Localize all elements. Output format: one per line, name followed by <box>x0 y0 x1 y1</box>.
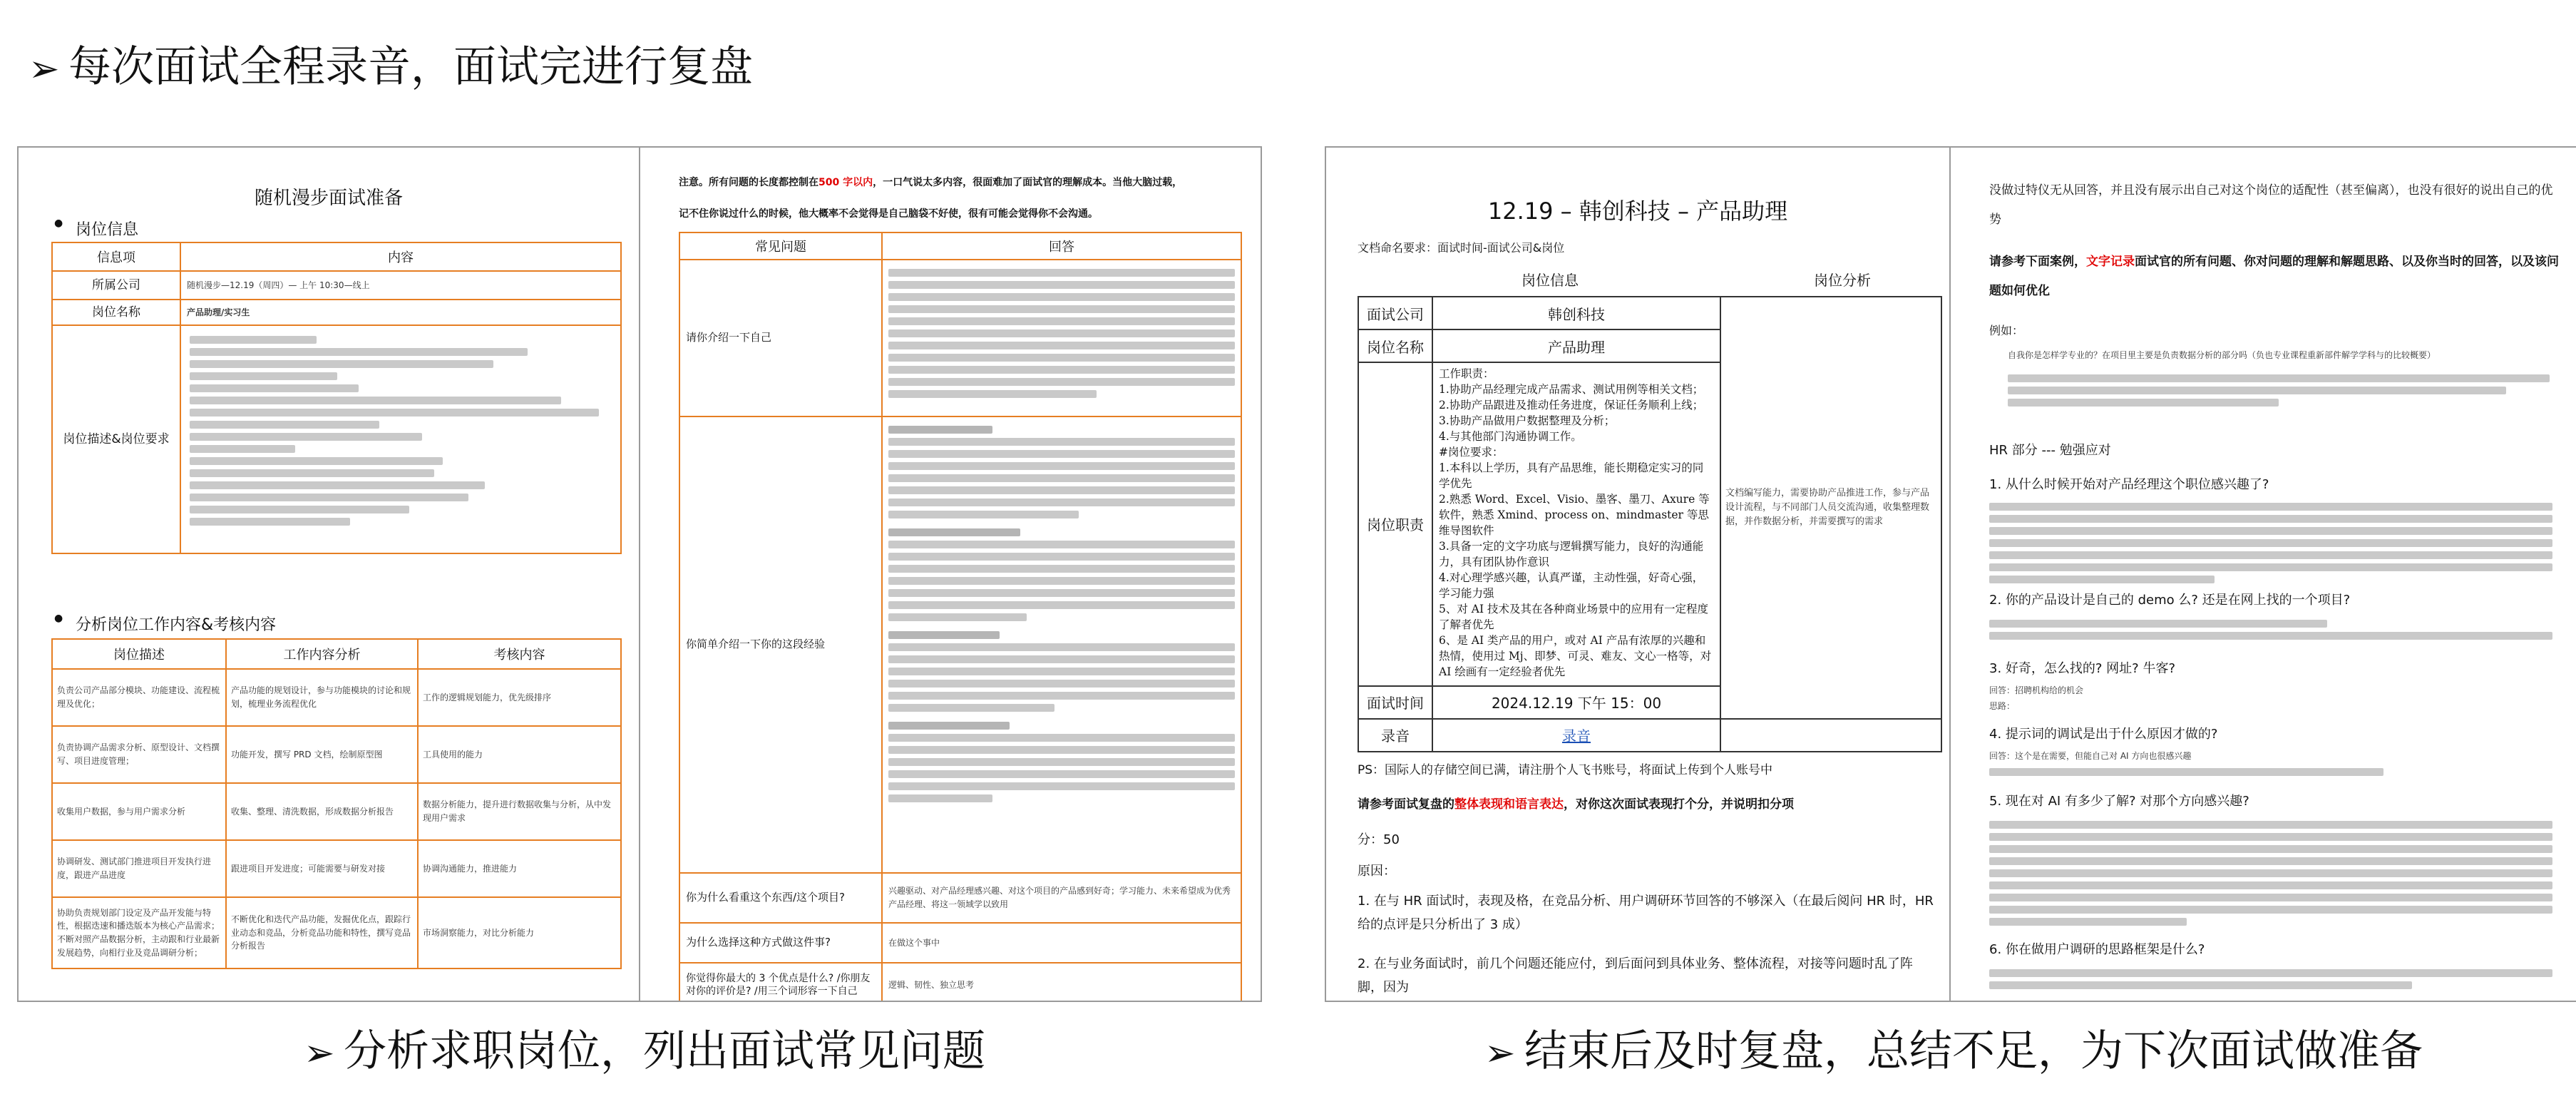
arrow-bullet-icon: ➢ <box>29 48 60 91</box>
example-bullet: 自我你是怎样学专业的？在项目里主要是负责数据分析的部分吗（负也专业课程重新部件解学学科与的比较概要） <box>2008 350 2436 360</box>
length-note: 注意。所有问题的长度都控制在500 字以内，一口气说太多内容，很面难加了面试官的理解成本。当他大脑过载， <box>679 177 1183 188</box>
section-job-analysis: ● 分析岗位工作内容&考核内容 <box>51 613 276 635</box>
col-header-job-analysis: 岗位分析 <box>1814 272 1871 289</box>
answer-block <box>1989 615 2552 644</box>
table-header: 信息项 <box>52 242 180 271</box>
bottom-right-heading <box>1484 1026 2423 1076</box>
table-cell: 产品功能的规划设计，参与功能模块的讨论和规划，梳理业务流程优化 <box>226 669 418 726</box>
empty-cell <box>1720 719 1941 752</box>
answer-block <box>1989 817 2552 930</box>
left-page-1 <box>19 148 639 1001</box>
qa-table <box>679 232 1242 1001</box>
bottom-left-heading <box>304 1026 985 1076</box>
arrow-bullet-icon: ➢ <box>304 1032 335 1075</box>
table-header: 岗位描述 <box>52 639 226 669</box>
table-cell: 收集、整理、清洗数据，形成数据分析报告 <box>226 783 418 840</box>
qa-answer: 逻辑、韧性、独立思考 <box>882 963 1241 1001</box>
right-document-panel <box>1325 146 2576 1002</box>
table-cell-value: 产品助理/实习生 <box>180 300 621 325</box>
job-description-text-block <box>180 325 621 553</box>
job-info-table <box>51 242 622 554</box>
col-header-job-info: 岗位信息 <box>1522 272 1579 289</box>
arrow-bullet-icon: ➢ <box>1484 1032 1516 1075</box>
table-cell: 工具使用的能力 <box>418 726 621 783</box>
answer-text: 回答：这个是在需要，但能自己对 AI 方向也很感兴趣 <box>1989 751 2192 761</box>
length-note-line2: 记不住你说过什么的时候，他大概率不会觉得是自己脑袋不好使，很有可能会觉得你不会沟通。 <box>679 208 1098 220</box>
recording-link[interactable]: 录音 <box>1562 727 1591 745</box>
top-heading <box>29 42 753 92</box>
qa-question: 你为什么看重这个东西/这个项目? <box>679 873 882 923</box>
page2-top-text: 没做过特仪无从回答，并且没有展示出自己对这个岗位的适配性（甚至偏离），也没有很好的说出自己的优势 <box>1989 183 2553 227</box>
qa-question: 为什么选择这种方式做这件事? <box>679 923 882 963</box>
table-header: 常见问题 <box>679 232 882 260</box>
question-item: 5. 现在对 AI 有多少了解? 对那个方向感兴趣? <box>1989 794 2249 809</box>
review-instruction: 请参考面试复盘的整体表现和语言表达，对你这次面试表现打个分，并说明扣分项 <box>1358 797 1794 812</box>
section-job-info: ● 岗位信息 <box>51 218 138 240</box>
table-cell: 跟进项目开发进度；可能需要与研发对接 <box>226 840 418 897</box>
row-value-duties: 工作职责： 1.协助产品经理完成产品需求、测试用例等相关文档； 2.协助产品跟进及推动任务进度，保证任务顺利上线； 3.协助产品做用户数据整理及分析； 4.与其他部门沟通协调工作。 #岗位要求： 1.本科以上学历，具有产品思维，能长期稳定实习的同学优先 2.熟悉 Word、Excel、Visio、墨客、墨刀、Axure 等软件，熟悉 Xmind、process on、mindmaster 等思维导图软件 3.具备一定的文字功底与逻辑撰写能力，良好的沟通能力，具有团队协作意识 4.对心理学感兴趣，认真严谨，主动性强，好奇心强，学习能力强 5、对 AI 技术及其在各种商业场景中的应用有一定程度了解者优先 6、是 AI 类产品的用户，或对 AI 产品有浓厚的兴趣和热情，使用过 Mj、即梦、可灵、难友、文心一格等，对 AI 绘画有一定经验者优先 <box>1432 362 1720 685</box>
table-cell: 协助负责规划部门设定及产品开发能与特性，根据迭速和播迭版本为核心产品需求；不断对照产品数据分析，主动跟和行业最新发展趋势，向相行业及竞品调研分析； <box>52 897 226 968</box>
right-page-2 <box>1951 148 2576 1001</box>
naming-rule: 文档命名要求：面试时间-面试公司&岗位 <box>1358 241 1565 255</box>
row-label: 岗位职责 <box>1358 362 1432 685</box>
question-item: 1. 从什么时候开始对产品经理这个职位感兴趣了? <box>1989 477 2269 492</box>
question-item: 3. 好奇，怎么找的? 网址? 牛客? <box>1989 661 2175 676</box>
table-header: 内容 <box>180 242 621 271</box>
table-cell: 市场洞察能力，对比分析能力 <box>418 897 621 968</box>
reason-item: 1. 在与 HR 面试时，表现及格，在竞品分析、用户调研环节回答的不够深入（在最后阅问 HR 时，HR 给的点评是只分析出了 3 成） <box>1358 894 1934 933</box>
answer-block <box>1989 764 2552 780</box>
qa-answer: 兴趣驱动、对产品经理感兴趣、对这个项目的产品感到好奇；学习能力、未来希望成为优秀产品经理、将这一领域学以致用 <box>882 873 1241 923</box>
row-value: 韩创科技 <box>1432 297 1720 329</box>
row-value: 2024.12.19 下午 15：00 <box>1432 686 1720 719</box>
table-cell: 工作的逻辑规划能力，优先级排序 <box>418 669 621 726</box>
question-item: 6. 你在做用户调研的思路框架是什么? <box>1989 942 2205 957</box>
table-cell-label: 岗位名称 <box>52 300 180 325</box>
left-doc-title: 随机漫步面试准备 <box>254 188 403 209</box>
answer-block <box>1989 499 2552 588</box>
row-label: 面试公司 <box>1358 297 1432 329</box>
qa-question: 请你介绍一下自己 <box>679 260 882 416</box>
table-cell-label: 岗位描述&岗位要求 <box>52 325 180 553</box>
question-item: 4. 提示词的调试是出于什么原因才做的? <box>1989 727 2218 742</box>
table-cell-value: 随机漫步—12.19（周四）— 上午 10:30—线上 <box>180 271 621 300</box>
row-value: 产品助理 <box>1432 329 1720 362</box>
table-cell: 数据分析能力，提升进行数据收集与分析，从中发现用户需求 <box>418 783 621 840</box>
table-header: 工作内容分析 <box>226 639 418 669</box>
table-header: 考核内容 <box>418 639 621 669</box>
job-analysis-table <box>51 638 622 969</box>
ps-note: PS：国际人的存储空间已满，请注册个人飞书账号，将面试上传到个人账号中 <box>1358 763 1773 777</box>
job-analysis-text: 文档编写能力，需要协助产品推进工作，参与产品设计流程，与不同部门人员交流沟通，收集整理数据，并作数据分析，并需要撰写的需求 <box>1720 297 1941 719</box>
question-item: 2. 你的产品设计是自己的 demo 么? 还是在网上找的一个项目? <box>1989 593 2351 608</box>
example-answer-block <box>2008 370 2550 411</box>
qa-answer: 在做这个事中 <box>882 923 1241 963</box>
table-cell: 协调沟通能力，推进能力 <box>418 840 621 897</box>
left-document-panel <box>17 146 1262 1002</box>
example-label: 例如： <box>1989 324 2024 337</box>
table-cell: 协调研发、测试部门推进项目开发执行进度，跟进产品进度 <box>52 840 226 897</box>
hr-section-title: HR 部分 --- 勉强应对 <box>1989 443 2111 458</box>
page2-instruction: 请参考下面案例，文字记录面试官的所有问题、你对问题的理解和解题思路、以及你当时的回答，以及该问题如何优化 <box>1989 255 2559 298</box>
reason-item: 2. 在与业务面试时，前几个问题还能应付，到后面问到具体业务、整体流程，对接等问题时乱了阵脚，因为 <box>1358 956 1913 996</box>
qa-question: 你简单介绍一下你的这段经验 <box>679 416 882 873</box>
top-heading-text: 每次面试全程录音，面试完进行复盘 <box>68 42 753 92</box>
answer-label: 思路： <box>1989 701 2016 711</box>
table-cell: 负责公司产品部分模块、功能建设、流程梳理及优化； <box>52 669 226 726</box>
bottom-right-heading-text: 结束后及时复盘，总结不足，为下次面试做准备 <box>1524 1026 2423 1076</box>
answer-block <box>1989 965 2552 993</box>
qa-answer-block <box>882 260 1241 416</box>
row-label: 岗位名称 <box>1358 329 1432 362</box>
qa-question: 你觉得你最大的 3 个优点是什么? /你朋友对你的评价是? /用三个词形容一下自己 <box>679 963 882 1001</box>
bottom-left-heading-text: 分析求职岗位，列出面试常见问题 <box>344 1026 985 1076</box>
table-cell-label: 所属公司 <box>52 271 180 300</box>
job-info-table-right <box>1358 296 1942 752</box>
answer-text: 回答：招聘机构给的机会 <box>1989 685 2084 695</box>
reason-label: 原因： <box>1358 864 1396 879</box>
qa-answer-block <box>882 416 1241 873</box>
right-doc-title: 12.19 – 韩创科技 – 产品助理 <box>1487 198 1788 225</box>
left-page-2 <box>640 148 1261 1001</box>
table-cell: 负责协调产品需求分析、原型设计、文档撰写、项目进度管理； <box>52 726 226 783</box>
table-header: 回答 <box>882 232 1241 260</box>
score: 分：50 <box>1358 832 1400 847</box>
right-page-1 <box>1326 148 1949 1001</box>
table-cell: 收集用户数据，参与用户需求分析 <box>52 783 226 840</box>
row-label: 录音 <box>1358 719 1432 752</box>
row-label: 面试时间 <box>1358 686 1432 719</box>
recording-link-cell <box>1432 719 1720 752</box>
table-cell: 不断优化和迭代产品功能，发掘优化点，跟踪行业动态和竞品，分析竞品功能和特性，撰写竞品分析报告 <box>226 897 418 968</box>
table-cell: 功能开发，撰写 PRD 文档，绘制原型图 <box>226 726 418 783</box>
